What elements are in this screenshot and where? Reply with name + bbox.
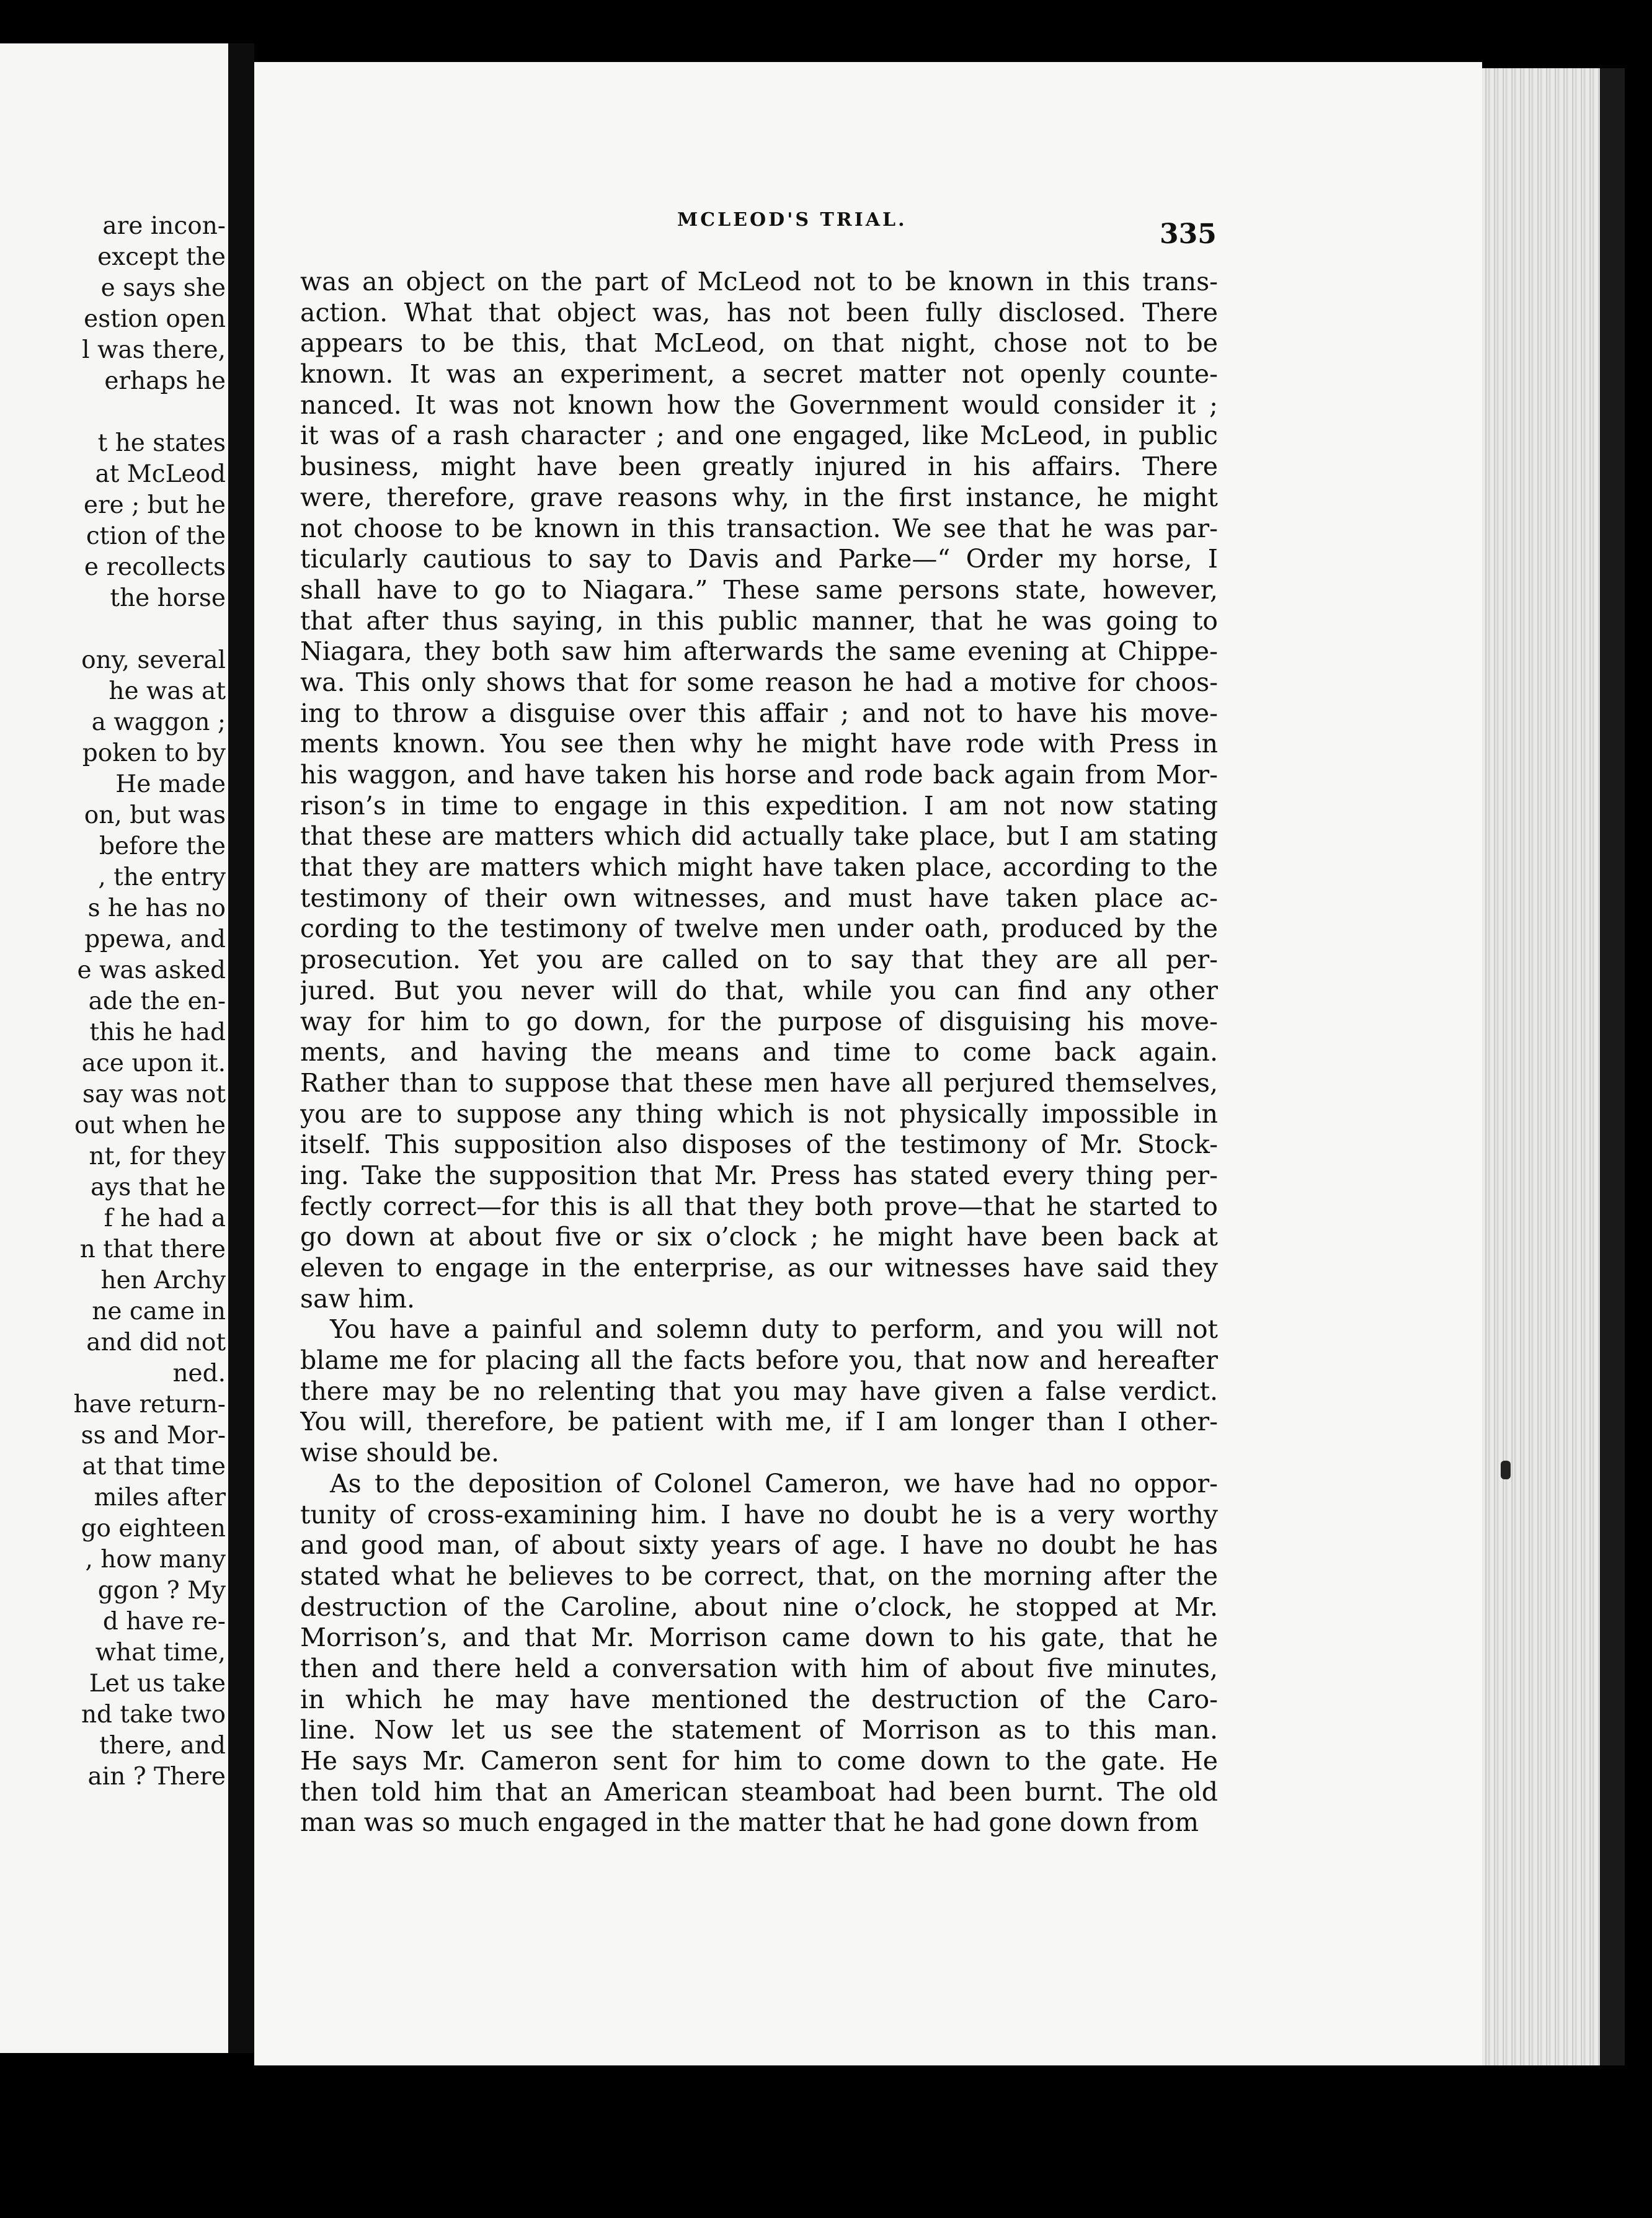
left-page-fragment: he was at — [109, 677, 226, 705]
left-page-fragment: s he has no — [87, 894, 226, 922]
text-line: jured. But you never will do that, while you can find any other — [300, 975, 1218, 1005]
text-line: go down at about five or six o’clock ; he might have been back at — [300, 1222, 1218, 1252]
text-line: As to the deposition of Colonel Cameron, we have had no oppor- — [330, 1468, 1218, 1499]
text-line: appears to be this, that McLeod, on that night, chose not to be — [300, 328, 1218, 359]
left-page-fragment: go eighteen — [81, 1515, 226, 1543]
left-page-fragment: t he states — [97, 429, 226, 457]
text-line: Rather than to suppose that these men have all perjured themselves, — [300, 1067, 1218, 1098]
left-page-fragment: e recollects — [84, 553, 226, 581]
left-page-fragment: n that there — [79, 1236, 226, 1263]
text-line: shall have to go to Niagara.” These same persons state, however, — [300, 574, 1218, 605]
left-page-fragment: at that time — [82, 1453, 226, 1481]
left-page-fragment: say was not — [82, 1080, 226, 1108]
facing-page-left — [0, 43, 228, 2053]
text-line: there may be no relenting that you may have given a false verdict. — [300, 1376, 1218, 1406]
text-line: saw him. — [300, 1283, 415, 1314]
text-line: in which he may have mentioned the destruction of the Caro- — [300, 1684, 1218, 1714]
text-line: was an object on the part of McLeod not to be known in this trans- — [300, 267, 1218, 296]
text-line: business, might have been greatly injured in his affairs. There — [300, 452, 1218, 482]
left-page-fragment: have return- — [73, 1391, 226, 1419]
text-line: ments known. You see then why he might have rode with Press in — [300, 729, 1218, 759]
edge-shadow — [1600, 68, 1625, 2065]
text-line: rison’s in time to engage in this expedition. I am not now stating — [300, 790, 1218, 821]
text-line: way for him to go down, for the purpose of disguising his move- — [300, 1006, 1218, 1036]
text-line: line. Now let us see the statement of Morrison as to this man. — [300, 1715, 1218, 1745]
left-page-fragment: at McLeod — [95, 460, 226, 488]
text-line: ticularly cautious to say to Davis and Parke—“ Order my horse, I — [300, 544, 1218, 574]
text-line: tunity of cross-examining him. I have no doubt he is a very worthy — [300, 1499, 1218, 1530]
left-page-fragment: ction of the — [86, 522, 226, 550]
left-page-fragment: out when he — [74, 1111, 226, 1139]
text-line: destruction of the Caroline, about nine o’clock, he stopped at Mr. — [300, 1592, 1218, 1622]
left-page-fragment: nt, for they — [89, 1142, 226, 1170]
text-line: that they are matters which might have taken place, according to the — [300, 852, 1218, 883]
left-page-fragment: He made — [115, 770, 226, 798]
left-page-fragment: ggon ? My — [97, 1577, 226, 1605]
text-line: then and there held a conversation with him of about five minutes, — [300, 1653, 1218, 1683]
edge-blot — [1501, 1461, 1511, 1479]
text-line: man was so much engaged in the matter that he had gone down from — [300, 1807, 1199, 1838]
text-line: not choose to be known in this transaction. We see that he was par- — [300, 513, 1218, 543]
text-line: He says Mr. Cameron sent for him to come down to the gate. He — [300, 1746, 1218, 1776]
body-text — [300, 267, 1218, 1838]
text-line: ing to throw a disguise over this affair ; and not to have his move- — [300, 698, 1218, 728]
left-page-fragment: ne came in — [92, 1298, 226, 1325]
text-line: known. It was an experiment, a secret matter not openly counte- — [300, 359, 1218, 390]
left-page-fragment: ain ? There — [87, 1763, 226, 1791]
left-page-fragment: and did not — [86, 1329, 226, 1356]
left-page-fragment: e says she — [100, 274, 226, 302]
left-page-fragment: ned. — [172, 1360, 226, 1387]
text-line: prosecution. Yet you are called on to say that they are all per- — [300, 945, 1218, 975]
left-page-fragment: , the entry — [98, 863, 226, 891]
left-page-fragment: d have re- — [102, 1608, 226, 1636]
left-page-fragment: e was asked — [77, 956, 226, 984]
left-page-fragment: ace upon it. — [81, 1049, 226, 1077]
text-line: then told him that an American steamboat had been burnt. The old — [300, 1776, 1218, 1807]
left-page-fragment: ss and Mor- — [81, 1422, 226, 1450]
text-line: it was of a rash character ; and one engaged, like McLeod, in public — [300, 421, 1218, 451]
text-line: Niagara, they both saw him afterwards the same evening at Chippe- — [300, 636, 1218, 667]
text-line: were, therefore, grave reasons why, in the first instance, he might — [300, 482, 1218, 512]
text-line: cording to the testimony of twelve men under oath, produced by the — [300, 914, 1218, 944]
text-line: blame me for placing all the facts before you, that now and hereafter — [300, 1345, 1218, 1376]
left-page-fragment: this he had — [89, 1018, 226, 1046]
text-line: and good man, of about sixty years of age. I have no doubt he has — [300, 1530, 1218, 1561]
left-page-fragment: f he had a — [104, 1205, 226, 1232]
text-line: wise should be. — [300, 1438, 500, 1468]
left-page-fragment: Let us take — [89, 1670, 226, 1698]
left-page-fragment: the horse — [110, 584, 226, 612]
left-page-fragment: there, and — [99, 1732, 226, 1760]
left-page-fragment: estion open — [84, 305, 226, 333]
left-page-fragment: ony, several — [81, 646, 226, 674]
text-line: itself. This supposition also disposes of the testimony of Mr. Stock- — [300, 1129, 1218, 1160]
left-page-fragment: ays that he — [90, 1174, 226, 1201]
left-page-fragment: miles after — [94, 1484, 226, 1512]
text-line: eleven to engage in the enterprise, as our witnesses have said they — [300, 1253, 1218, 1283]
text-line: that these are matters which did actually take place, but I am stating — [300, 821, 1218, 852]
text-line: ments, and having the means and time to come back again. — [300, 1037, 1218, 1067]
left-page-fragment: nd take two — [81, 1701, 226, 1729]
left-page-fragment: on, but was — [84, 801, 226, 829]
text-line: that after thus saying, in this public manner, that he was going to — [300, 605, 1218, 636]
book-gutter — [228, 43, 254, 2053]
left-page-fragment: are incon- — [102, 212, 226, 240]
left-page-fragment: before the — [99, 832, 226, 860]
text-line: ing. Take the supposition that Mr. Press has stated every thing per- — [300, 1160, 1218, 1190]
page-fore-edge — [1482, 68, 1625, 2065]
page-number: 335 — [1160, 218, 1217, 250]
text-line: stated what he believes to be correct, that, on the morning after the — [300, 1561, 1218, 1591]
text-line: testimony of their own witnesses, and must have taken place ac- — [300, 883, 1218, 913]
text-line: action. What that object was, has not been fully disclosed. There — [300, 297, 1218, 327]
text-line: You will, therefore, be patient with me, if I am longer than I other- — [300, 1407, 1218, 1437]
text-line: wa. This only shows that for some reason he had a motive for choos- — [300, 667, 1218, 697]
text-line: You have a painful and solemn duty to perform, and you will not — [330, 1314, 1218, 1345]
text-line: you are to suppose any thing which is not physically impossible in — [300, 1098, 1218, 1129]
left-page-fragment: a waggon ; — [91, 708, 226, 736]
left-page-fragment: ere ; but he — [83, 491, 226, 519]
left-page-fragment: poken to by — [82, 739, 226, 767]
left-page-fragment: , how many — [85, 1546, 226, 1574]
text-line: nanced. It was not known how the Government would consider it ; — [300, 390, 1218, 420]
left-page-fragment: except the — [97, 243, 226, 271]
left-page-fragment: ppewa, and — [84, 925, 226, 953]
text-line: Morrison’s, and that Mr. Morrison came down to his gate, that he — [300, 1623, 1218, 1653]
left-page-fragment: erhaps he — [104, 367, 226, 395]
left-page-fragment: hen Archy — [100, 1267, 226, 1294]
left-page-fragment: l was there, — [82, 336, 226, 364]
left-page-fragment: what time, — [95, 1639, 226, 1667]
running-head: MCLEOD'S TRIAL. — [677, 209, 907, 231]
left-page-fragment: ade the en- — [88, 987, 226, 1015]
text-line: fectly correct—for this is all that they both prove—that he started to — [300, 1191, 1218, 1221]
text-line: his waggon, and have taken his horse and rode back again from Mor- — [300, 760, 1218, 790]
